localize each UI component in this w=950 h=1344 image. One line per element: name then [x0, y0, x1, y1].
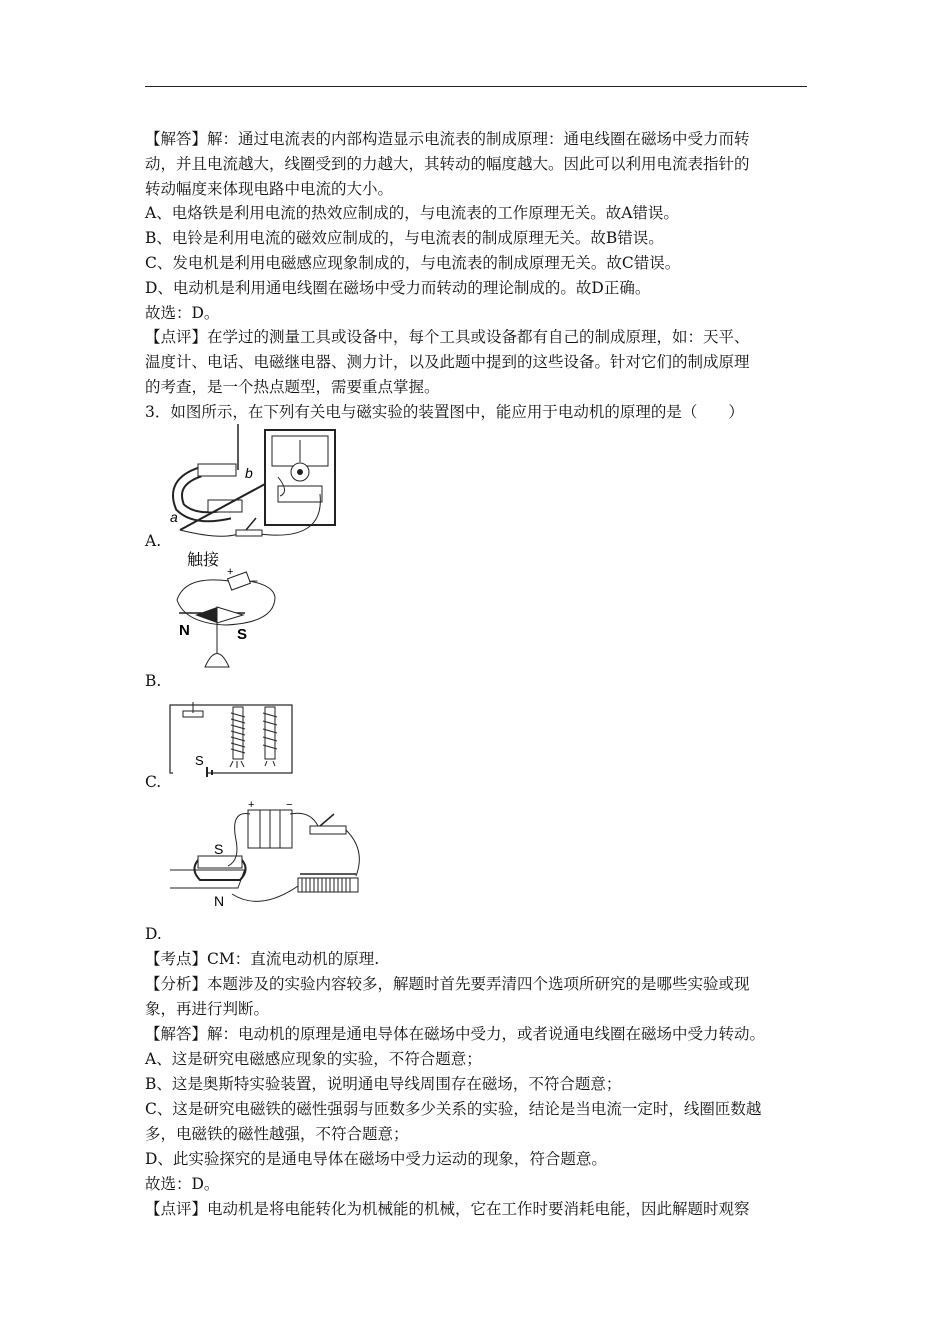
text-line: A、这是研究电磁感应现象的实验，不符合题意； — [145, 1050, 482, 1068]
text-line: 的考查，是一个热点题型，需要重点掌握。 — [145, 378, 440, 396]
text-line: B、电铃是利用电流的磁效应制成的，与电流表的制成原理无关。故B错误。 — [145, 229, 664, 247]
label-south-b: S — [237, 626, 248, 643]
text-line: 【分析】本题涉及的实验内容较多，解题时首先要弄清四个选项所研究的是哪些实验或现 — [145, 975, 750, 993]
label-b: b — [245, 465, 253, 481]
label-minus-d: − — [286, 800, 293, 811]
text-line: 【解答】解：电动机的原理是通电导体在磁场中受力，或者说通电线圈在磁场中受力转动。 — [145, 1025, 766, 1043]
text-line: B、这是奥斯特实验装置，说明通电导线周围存在磁场，不符合题意； — [145, 1075, 622, 1093]
label-touch: 触接 — [187, 552, 220, 569]
text-line: 【点评】在学过的测量工具或设备中，每个工具或设备都有自己的制成原理，如：天平、 — [145, 328, 750, 346]
option-c-label: C. — [145, 773, 162, 791]
text-line: 动，并且电流越大，线圈受到的力越大，其转动的幅度越大。因此可以利用电流表指针的 — [145, 155, 750, 173]
figure-a — [160, 422, 370, 542]
text-line: 【点评】电动机是将电能转化为机械能的机械，它在工作时要消耗电能，因此解题时观察 — [145, 1200, 750, 1218]
text-line: 温度计、电话、电磁继电器、测力计，以及此题中提到的这些设备。针对它们的制成原理 — [145, 353, 750, 371]
label-plus: + — [227, 566, 234, 578]
text-line: C、这是研究电磁铁的磁性强弱与匝数多少关系的实验，结论是当电流一定时，线圈匝数越 — [145, 1100, 762, 1118]
option-a-label: A. — [145, 532, 162, 550]
text-line: D、此实验探究的是通电导体在磁场中受力运动的现象，符合题意。 — [145, 1150, 607, 1168]
question-3: 3．如图所示，在下列有关电与磁实验的装置图中，能应用于电动机的原理的是（ ） — [145, 403, 744, 421]
text-line: 故选：D。 — [145, 1175, 220, 1193]
text-line: C、发电机是利用电磁感应现象制成的，与电流表的制成原理无关。故C错误。 — [145, 254, 681, 272]
label-north-b: N — [179, 622, 190, 639]
text-line: 转动幅度来体现电路中电流的大小。 — [145, 180, 394, 198]
text-line: 多，电磁铁的磁性越强，不符合题意； — [145, 1125, 409, 1143]
label-switch-c: S — [195, 753, 204, 768]
figure-c — [165, 697, 300, 777]
option-d-label: D. — [145, 925, 162, 943]
option-b-label: B. — [145, 672, 162, 690]
label-south-d: S — [214, 841, 224, 857]
text-line: 【解答】解：通过电流表的内部构造显示电流表的制成原理：通电线圈在磁场中受力而转 — [145, 130, 750, 148]
label-a: a — [170, 509, 178, 525]
label-north-d: N — [214, 893, 225, 909]
header-rule — [145, 86, 807, 87]
label-minus: − — [251, 574, 259, 588]
text-line: A、电烙铁是利用电流的热效应制成的，与电流表的工作原理无关。故A错误。 — [145, 204, 679, 222]
figure-b — [165, 545, 285, 675]
text-line: D、电动机是利用通电线圈在磁场中受力而转动的理论制成的。故D正确。 — [145, 279, 651, 297]
text-line: 象，再进行判断。 — [145, 1000, 270, 1018]
text-line: 【考点】CM：直流电动机的原理. — [145, 950, 380, 968]
figure-d — [170, 800, 370, 915]
label-plus-d: + — [248, 800, 255, 811]
text-line: 故选：D。 — [145, 304, 220, 322]
